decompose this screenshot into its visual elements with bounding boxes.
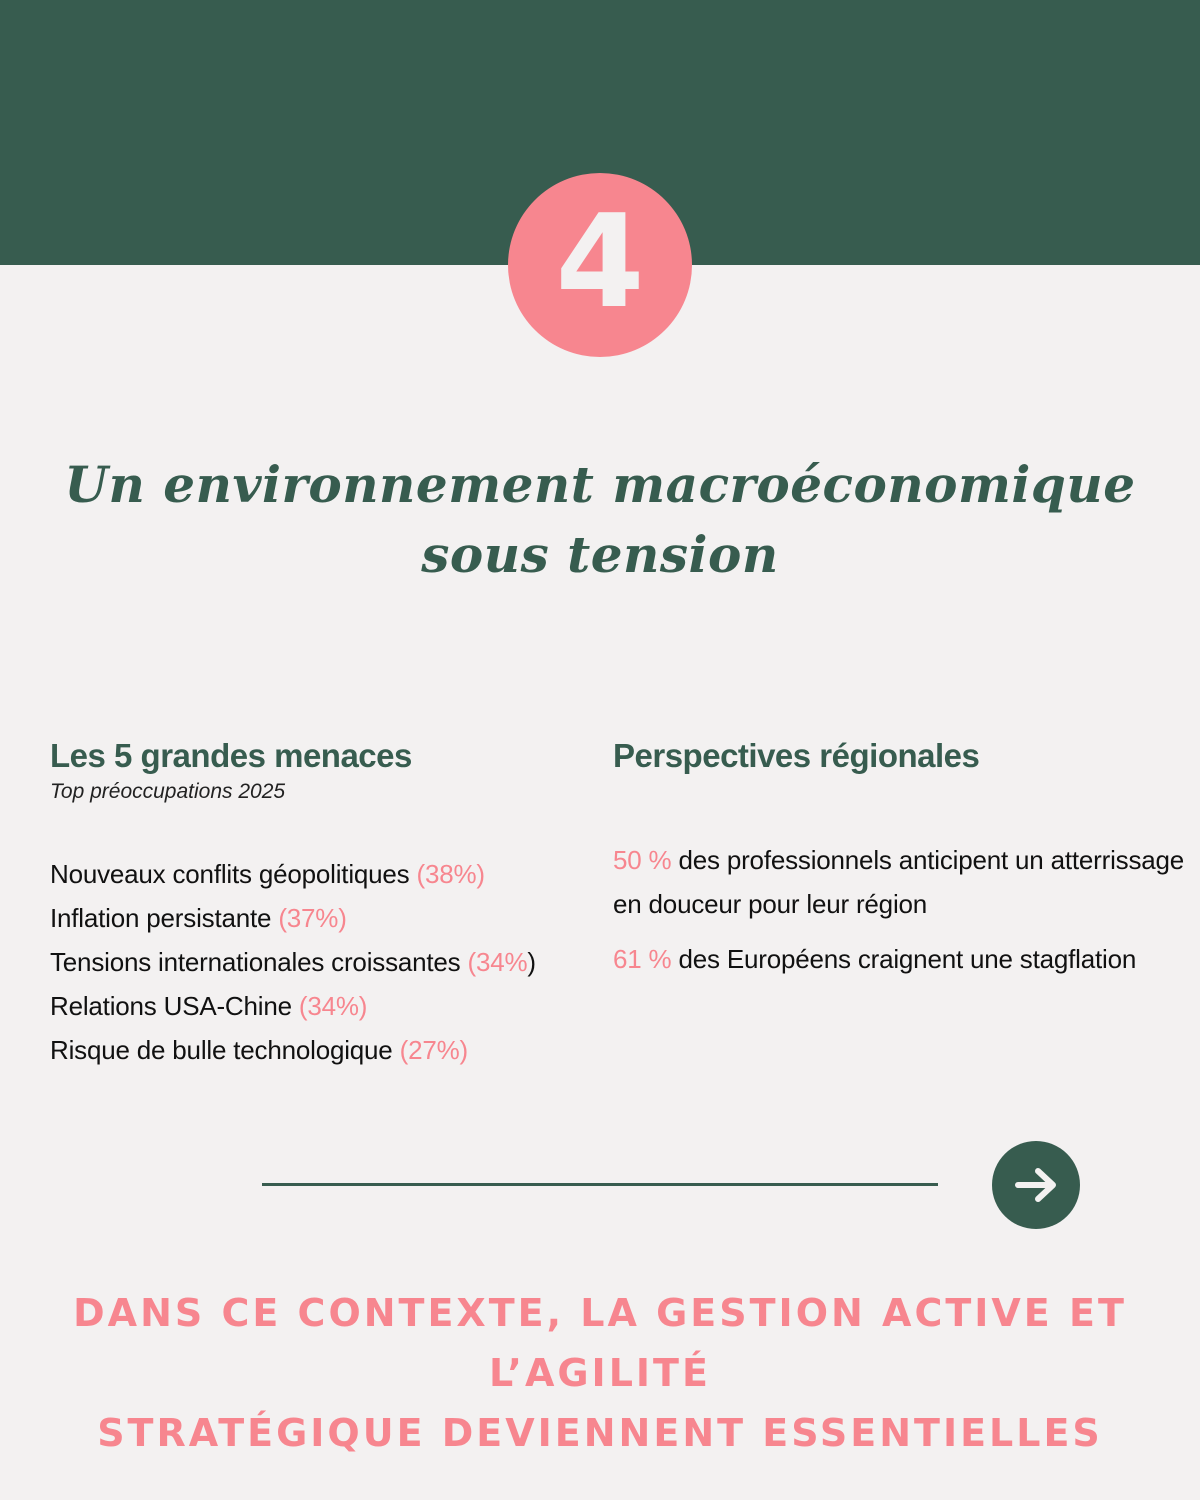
stat-percent: 50 %: [613, 845, 672, 875]
arrow-right-icon: [1008, 1157, 1064, 1213]
regional-stat-list: [613, 838, 1188, 981]
threat-label: Nouveaux conflits géopolitiques: [50, 859, 410, 889]
regional-stat: [613, 838, 1188, 926]
threat-percent: (37%): [278, 903, 347, 933]
step-badge: [508, 173, 692, 357]
page-title: [60, 450, 1140, 590]
threat-tail: ): [527, 947, 536, 977]
threat-item: [50, 940, 610, 984]
threat-percent: (27%): [399, 1035, 468, 1065]
stat-text: des professionnels anticipent un atterrissage en douceur pour leur région: [613, 845, 1185, 919]
threat-label: Tensions internationales croissantes: [50, 947, 461, 977]
regional-stat: [613, 937, 1188, 981]
threat-label: Risque de bulle technologique: [50, 1035, 393, 1065]
threat-item: [50, 1028, 610, 1072]
title-line-1: Un environnement macroéconomique: [64, 455, 1136, 514]
threat-percent: (34%): [298, 991, 368, 1021]
threat-label: Inflation persistante: [50, 903, 272, 933]
threat-list: [50, 852, 610, 1072]
title-line-2: sous tension: [421, 525, 779, 584]
conclusion-text: [0, 1283, 1200, 1463]
conclusion-line-2: STRATÉGIQUE DEVIENNENT ESSENTIELLES: [97, 1411, 1103, 1455]
regional-heading: Perspectives régionales: [613, 737, 980, 774]
threats-heading: Les 5 grandes menaces: [50, 737, 412, 774]
threat-percent: (34%: [467, 947, 528, 977]
conclusion-line-1: DANS CE CONTEXTE, LA GESTION ACTIVE ET L’AGILITÉ: [73, 1291, 1127, 1395]
stat-percent: 61 %: [613, 944, 672, 974]
threats-section: [50, 736, 610, 1072]
next-button[interactable]: [992, 1141, 1080, 1229]
regional-section: [613, 736, 1188, 981]
threat-item: [50, 896, 610, 940]
threat-item: [50, 852, 610, 896]
stat-text: des Européens craignent une stagflation: [678, 944, 1137, 974]
threat-percent: (38%): [416, 859, 485, 889]
divider-line: [262, 1183, 938, 1186]
threat-label: Relations USA-Chine: [50, 991, 292, 1021]
threats-subheading: Top préoccupations 2025: [50, 780, 286, 803]
threat-item: [50, 984, 610, 1028]
step-number: 4: [555, 188, 645, 337]
